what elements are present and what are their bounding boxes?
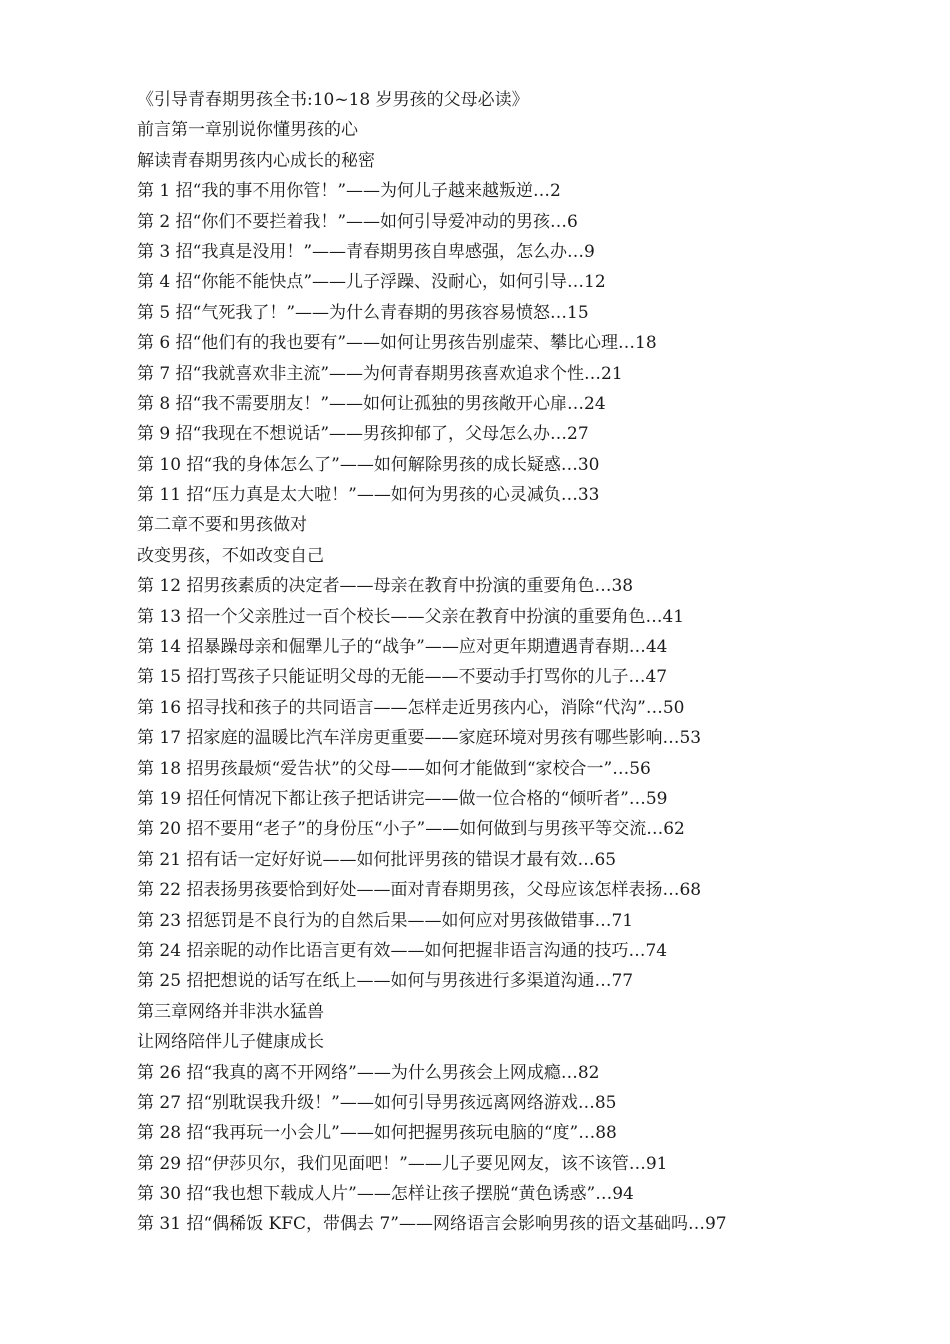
toc-entry: 第 16 招寻找和孩子的共同语言——怎样走近男孩内心，消除“代沟”…50 [137,697,685,718]
toc-entry: 第 14 招暴躁母亲和倔犟儿子的“战争”——应对更年期遭遇青春期…44 [137,637,668,658]
toc-entry: 第 23 招惩罚是不良行为的自然后果——如何应对男孩做错事…71 [137,910,634,931]
toc-entry: 第 10 招“我的身体怎么了”——如何解除男孩的成长疑惑…30 [137,454,600,475]
toc-entry: 第 2 招“你们不要拦着我！”——如何引导爱冲动的男孩…6 [137,211,578,232]
toc-entry: 第 6 招“他们有的我也要有”——如何让男孩告别虚荣、攀比心理…18 [137,333,657,354]
book-title: 《引导青春期男孩全书:10~18 岁男孩的父母必读》 [137,90,529,110]
table-of-contents [137,85,927,1240]
toc-entry: 第 31 招“偶稀饭 KFC，带偶去 7”——网络语言会影响男孩的语文基础吗…97 [137,1214,727,1235]
toc-entry: 第 1 招“我的事不用你管！”——为何儿子越来越叛逆…2 [137,181,561,202]
toc-entry: 第 19 招任何情况下都让孩子把话讲完——做一位合格的“倾听者”…59 [137,788,668,809]
toc-entry: 第 24 招亲昵的动作比语言更有效——如何把握非语言沟通的技巧…74 [137,940,668,961]
toc-entry: 第 3 招“我真是没用！”——青春期男孩自卑感强，怎么办…9 [137,241,595,262]
toc-entry: 第 15 招打骂孩子只能证明父母的无能——不要动手打骂你的儿子…47 [137,667,668,688]
toc-entry: 第 5 招“气死我了！”——为什么青春期的男孩容易愤怒…15 [137,302,589,323]
toc-entry: 第 21 招有话一定好好说——如何批评男孩的错误才最有效…65 [137,849,617,870]
chapter-heading: 第二章不要和男孩做对 [137,515,307,536]
toc-entry: 第 28 招“我再玩一小会儿”——如何把握男孩玩电脑的“度”…88 [137,1123,617,1144]
toc-entry: 第 27 招“别耽误我升级！”——如何引导男孩远离网络游戏…85 [137,1092,617,1113]
toc-entry: 第 9 招“我现在不想说话”——男孩抑郁了，父母怎么办…27 [137,424,589,445]
chapter-heading: 第三章网络并非洪水猛兽 [137,1001,324,1022]
toc-entry: 第 30 招“我也想下载成人片”——怎样让孩子摆脱“黄色诱惑”…94 [137,1184,634,1205]
toc-entry: 第 17 招家庭的温暖比汽车洋房更重要——家庭环境对男孩有哪些影响…53 [137,728,702,749]
toc-entry: 第 13 招一个父亲胜过一百个校长——父亲在教育中扮演的重要角色…41 [137,606,685,627]
toc-entry: 第 4 招“你能不能快点”——儿子浮躁、没耐心，如何引导…12 [137,272,606,293]
toc-entry: 第 11 招“压力真是太大啦！”——如何为男孩的心灵减负…33 [137,485,600,506]
toc-entry: 第 29 招“伊莎贝尔，我们见面吧！”——儿子要见网友，该不该管…91 [137,1153,668,1174]
toc-entry: 第 18 招男孩最烦“爱告状”的父母——如何才能做到“家校合一”…56 [137,758,651,779]
toc-entry: 第 8 招“我不需要朋友！”——如何让孤独的男孩敞开心扉…24 [137,393,606,414]
chapter-subtitle: 让网络陪伴儿子健康成长 [137,1032,324,1053]
toc-entry: 第 22 招表扬男孩要恰到好处——面对青春期男孩，父母应该怎样表扬…68 [137,880,702,901]
toc-entry: 第 7 招“我就喜欢非主流”——为何青春期男孩喜欢追求个性…21 [137,363,623,384]
chapter-subtitle: 改变男孩，不如改变自己 [137,545,324,566]
toc-entry: 第 26 招“我真的离不开网络”——为什么男孩会上网成瘾…82 [137,1062,600,1083]
chapter-heading: 前言第一章别说你懂男孩的心 [137,120,358,141]
toc-entry: 第 20 招不要用“老子”的身份压“小子”——如何做到与男孩平等交流…62 [137,819,685,840]
toc-entry: 第 25 招把想说的话写在纸上——如何与男孩进行多渠道沟通…77 [137,971,634,992]
toc-entry: 第 12 招男孩素质的决定者——母亲在教育中扮演的重要角色…38 [137,576,634,597]
chapter-subtitle: 解读青春期男孩内心成长的秘密 [137,150,375,171]
